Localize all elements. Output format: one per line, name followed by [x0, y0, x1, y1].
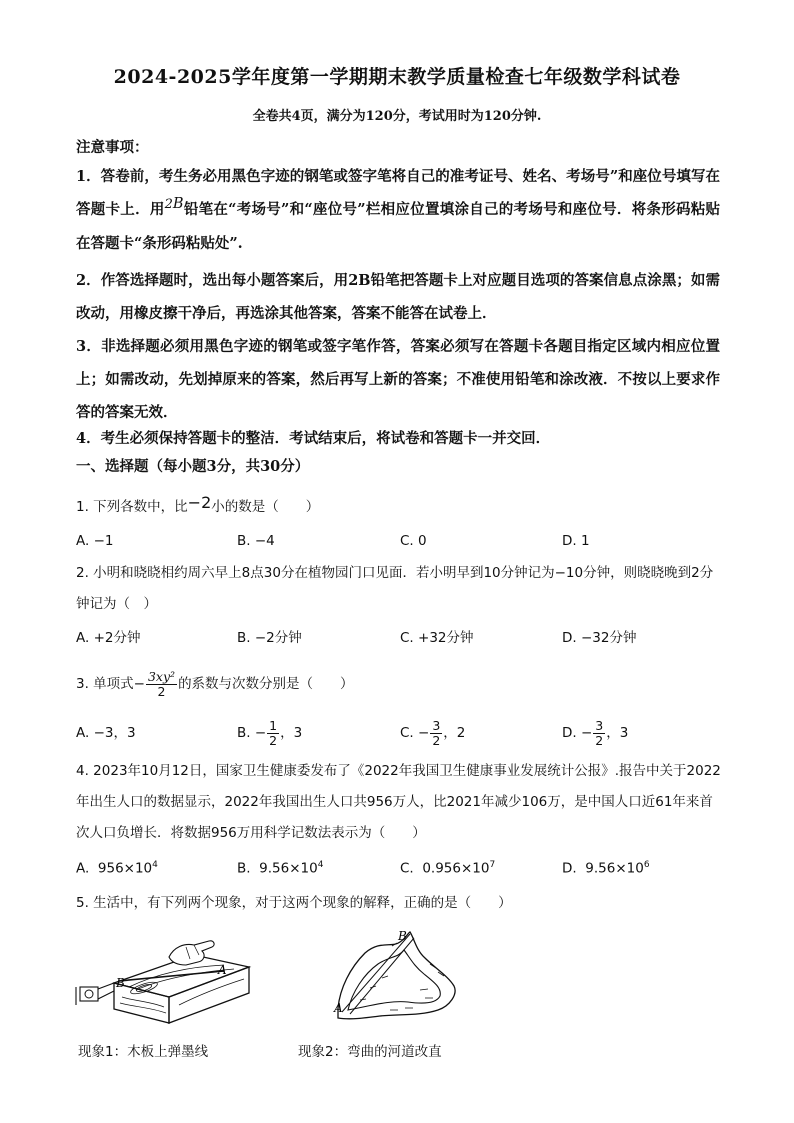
question-4-stem: 4. 2023年10月12日，国家卫生健康委发布了《2022年我国卫生健康事业发展统计公报》.报告中关于2022年出生人口的数据显示，2022年我国出生人口共956万人，比2021年减少106万，是中国人口近61年来首次人口负增长．将数据956万用科学记数法表示为（ ） — [76, 763, 721, 841]
notice-item-1 — [76, 160, 720, 260]
option-fraction — [267, 719, 279, 748]
figure-1-label-a: A — [218, 963, 227, 977]
option-tail: ，3 — [606, 725, 629, 741]
option-d[interactable] — [562, 715, 628, 751]
option-value: −3，3 — [93, 725, 136, 741]
option-fraction — [430, 719, 442, 748]
question-3-text-a: 3. 单项式 — [76, 676, 134, 692]
figure-2-label-a: A — [334, 1001, 343, 1015]
option-base: 9.56×10 — [259, 860, 318, 877]
question-1-expression: −2 — [187, 493, 212, 512]
option-sign: − — [580, 725, 593, 741]
option-a[interactable]: A. −1 — [76, 533, 114, 549]
question-1-text-a: 1. 下列各数中，比 — [76, 499, 188, 515]
question-5-stem: 5. 生活中，有下列两个现象，对于这两个现象的解释，正确的是（ ） — [76, 895, 512, 911]
question-3-text-b: 的系数与次数分别是（ ） — [178, 676, 354, 692]
monomial-fraction — [146, 670, 177, 699]
notice-item-4: 4．考生必须保持答题卡的整洁．考试结束后，将试卷和答题卡一并交回． — [76, 430, 551, 447]
option-b[interactable]: B. −4 — [237, 533, 275, 549]
notice-heading: 注意事项： — [76, 139, 149, 156]
pencil-grade-letter: B — [172, 196, 184, 212]
option-tail: ，3 — [280, 725, 303, 741]
option-base: 9.56×10 — [585, 860, 644, 877]
question-3-minus: − — [133, 676, 145, 692]
figure-2-caption: 现象2：弯曲的河道改直 — [298, 1044, 442, 1060]
option-label: D. — [562, 725, 577, 741]
question-4-options — [76, 860, 726, 882]
option-c[interactable] — [400, 860, 495, 877]
section-heading: 一、选择题（每小题3分，共30分） — [76, 458, 310, 475]
option-d[interactable]: D. 1 — [562, 533, 590, 549]
figure-1-board — [74, 935, 254, 1030]
option-exponent: 7 — [489, 860, 496, 870]
option-c[interactable]: C. +32分钟 — [400, 630, 474, 646]
option-label: C. — [400, 725, 414, 741]
option-exponent: 6 — [643, 860, 650, 870]
figure-2-label-b: B — [398, 929, 407, 943]
option-a[interactable] — [76, 715, 136, 751]
figure-1-label-b: B — [116, 976, 125, 990]
option-label: D. — [562, 860, 577, 877]
question-1-options — [76, 533, 726, 555]
option-b[interactable] — [237, 860, 323, 877]
notice-item-1-text: 1．答卷前，考生务必用黑色字迹的钢笔或签字笔将自己的准考证号、姓名、考场号”和座位号填写在答题卡上．用 — [76, 168, 720, 218]
fraction-numerator: 3 — [595, 717, 604, 733]
monomial-denominator: 2 — [157, 683, 166, 699]
option-label: B. — [237, 725, 251, 741]
option-fraction — [593, 719, 605, 748]
page-title: 2024-2025学年度第一学期期末教学质量检查七年级数学科试卷 — [113, 66, 681, 88]
option-d[interactable]: D. −32分钟 — [562, 630, 637, 646]
option-sign: − — [254, 725, 267, 741]
option-label: A. — [76, 725, 90, 741]
option-label: A. — [76, 860, 90, 877]
notice-item-3: 3．非选择题必须用黑色字迹的钢笔或签字笔作答，答案必须写在答题卡各题目指定区域内相应位置上；如需改动，先划掉原来的答案，然后再写上新的答案；不准使用铅笔和涂改液．不按以上要求作答的答案无效． — [76, 338, 720, 421]
question-1-text-b: 小的数是（ ） — [211, 499, 320, 515]
option-tail: ，2 — [443, 725, 466, 741]
pencil-grade-number: 2 — [164, 197, 173, 212]
option-exponent: 4 — [317, 860, 324, 870]
monomial-numerator: 3xy² — [147, 668, 176, 684]
figure-2-river — [330, 928, 470, 1028]
question-1-stem — [76, 490, 726, 523]
option-exponent: 4 — [152, 860, 158, 870]
notice-item-1-rest: 铅笔在“考场号”和“座位号”栏相应位置填涂自己的考场号和座位号．将条形码粘贴在答题卡“条形码粘贴处”. — [76, 201, 721, 252]
option-b[interactable] — [237, 715, 302, 751]
question-2-options — [76, 626, 726, 648]
option-c[interactable] — [400, 715, 465, 751]
option-sign: − — [418, 725, 430, 741]
option-base: 0.956×10 — [422, 860, 490, 877]
option-b[interactable]: B. −2分钟 — [237, 630, 302, 646]
option-label: B. — [237, 860, 251, 877]
fraction-numerator: 1 — [269, 717, 278, 733]
fraction-numerator: 3 — [432, 717, 441, 733]
question-3-options — [76, 715, 726, 751]
figure-1-caption: 现象1：木板上弹墨线 — [78, 1044, 209, 1060]
question-2-stem: 2. 小明和晓晓相约周六早上8点30分在植物园门口见面．若小明早到10分钟记为−10分钟，则晓晓晚到2分钟记为（ ） — [76, 565, 714, 612]
fraction-denominator: 2 — [432, 732, 441, 748]
notice-item-2: 2．作答选择题时，选出每小题答案后，用2B铅笔把答题卡上对应题目选项的答案信息点涂黑；如需改动，用橡皮擦干净后，再选涂其他答案，答案不能答在试卷上． — [76, 272, 720, 322]
exam-info: 全卷共4页，满分为120分，考试用时为120分钟. — [252, 109, 542, 124]
option-a[interactable] — [76, 860, 158, 877]
option-d[interactable] — [562, 860, 650, 877]
question-3-stem — [76, 664, 726, 704]
option-base: 956×10 — [97, 860, 153, 877]
fraction-denominator: 2 — [269, 732, 278, 748]
option-c[interactable]: C. 0 — [400, 533, 427, 549]
fraction-denominator: 2 — [595, 732, 604, 748]
option-a[interactable]: A. +2分钟 — [76, 630, 141, 646]
option-label: C. — [400, 860, 414, 877]
